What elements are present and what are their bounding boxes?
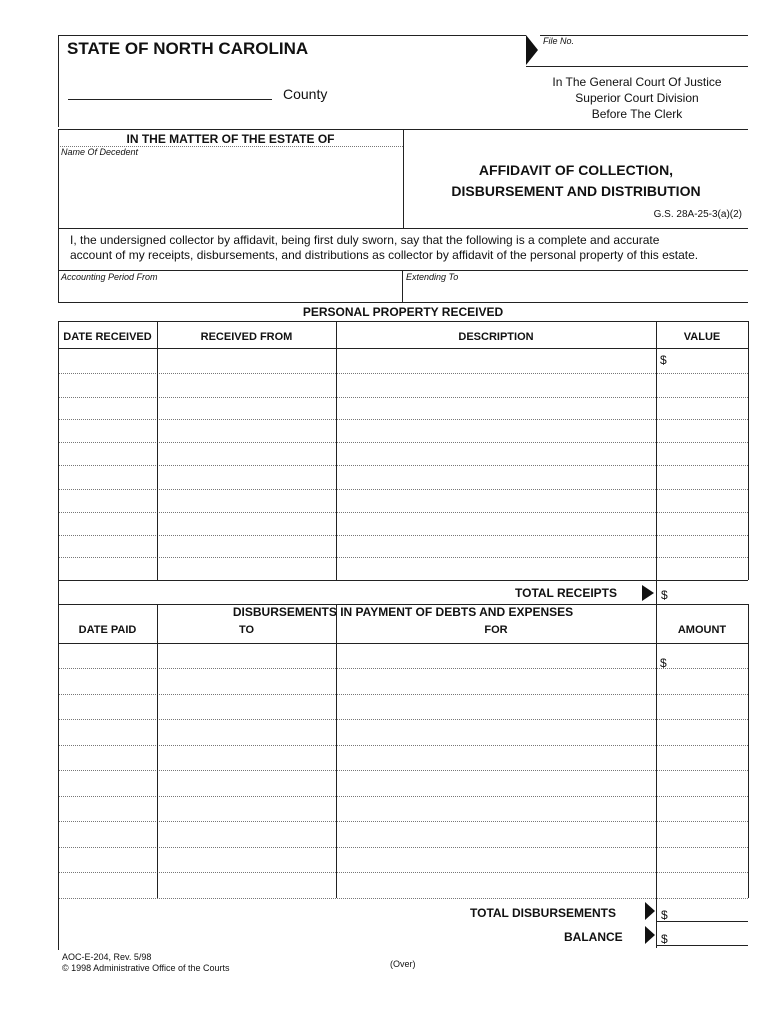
- receipts-col-line: [748, 321, 749, 580]
- receipts-cell-date[interactable]: [60, 467, 155, 487]
- form-title-line-1: AFFIDAVIT OF COLLECTION,: [478, 162, 674, 178]
- receipts-cell-date[interactable]: [60, 399, 155, 417]
- disbursements-cell-description[interactable]: [338, 849, 654, 870]
- disbursements-row-line: [58, 745, 748, 746]
- disbursements-cell-value[interactable]: [670, 670, 746, 692]
- over-note: (Over): [390, 959, 416, 969]
- disbursements-cell-party[interactable]: [159, 798, 334, 819]
- receipts-total-divider: [656, 580, 657, 604]
- court-line-1: In The General Court Of Justice: [552, 75, 722, 89]
- receipts-cell-description[interactable]: [338, 467, 654, 487]
- period-from-label: Accounting Period From: [61, 272, 158, 282]
- disbursements-cell-description[interactable]: [338, 798, 654, 819]
- period-bottom-border: [58, 302, 748, 303]
- receipts-row-line: [58, 373, 748, 374]
- receipts-cell-date[interactable]: [60, 491, 155, 510]
- receipts-cell-party[interactable]: [159, 467, 334, 487]
- period-to-input[interactable]: [406, 283, 746, 300]
- receipts-cell-value[interactable]: [670, 399, 746, 417]
- receipts-cell-value[interactable]: [670, 537, 746, 555]
- receipts-cell-party[interactable]: [159, 375, 334, 395]
- affidavit-left-border: [58, 228, 59, 302]
- form-footer: [62, 952, 230, 974]
- total-receipts-input[interactable]: [671, 584, 747, 602]
- total-disbursements-arrow-icon: [645, 902, 655, 920]
- disbursements-cell-date[interactable]: [60, 645, 155, 666]
- disbursements-cell-party[interactable]: [159, 645, 334, 666]
- receipts-cell-value[interactable]: [670, 491, 746, 510]
- disbursements-heading: DISBURSEMENTS IN PAYMENT OF DEBTS AND EXPENSES: [232, 605, 574, 619]
- state-title: STATE OF NORTH CAROLINA: [67, 39, 309, 58]
- disbursements-cell-date[interactable]: [60, 696, 155, 717]
- receipts-cell-description[interactable]: [338, 399, 654, 417]
- receipts-cell-date[interactable]: [60, 514, 155, 533]
- matter-heading: IN THE MATTER OF THE ESTATE OF: [126, 132, 335, 146]
- period-divider: [402, 270, 403, 302]
- receipts-value-currency: $: [660, 353, 667, 367]
- receipts-cell-party[interactable]: [159, 537, 334, 555]
- disbursements-total-divider: [656, 898, 657, 948]
- receipts-cell-party[interactable]: [159, 421, 334, 440]
- disbursements-amount-currency: $: [660, 656, 667, 670]
- disbursements-row-line: [58, 719, 748, 720]
- left-border-top: [58, 35, 59, 127]
- disbursements-cell-value[interactable]: [670, 874, 746, 896]
- receipts-cell-party[interactable]: [159, 444, 334, 463]
- receipts-cell-value[interactable]: [670, 444, 746, 463]
- receipts-row-line: [58, 535, 748, 536]
- receipts-cell-value[interactable]: [670, 514, 746, 533]
- disbursements-row-line: [58, 770, 748, 771]
- disbursements-cell-party[interactable]: [159, 772, 334, 794]
- disbursements-col-line: [748, 604, 749, 898]
- disbursements-col-line: [656, 604, 657, 898]
- total-receipts-arrow-icon: [642, 585, 654, 601]
- county-line: [68, 99, 272, 100]
- col-description: DESCRIPTION: [458, 331, 534, 343]
- receipts-row-line: [58, 557, 748, 558]
- disbursements-cell-date[interactable]: [60, 772, 155, 794]
- disbursements-cell-date[interactable]: [60, 874, 155, 896]
- disbursements-row-line: [58, 668, 748, 669]
- balance-currency: $: [661, 932, 668, 946]
- disbursements-cell-value[interactable]: [670, 721, 746, 743]
- receipts-cell-date[interactable]: [60, 375, 155, 395]
- matter-left-border: [58, 129, 59, 229]
- disbursements-cell-description[interactable]: [338, 874, 654, 896]
- disbursements-cell-description[interactable]: [338, 823, 654, 845]
- disbursements-cell-date[interactable]: [60, 823, 155, 845]
- receipts-row-line: [58, 419, 748, 420]
- matter-top-border: [58, 129, 403, 130]
- county-input[interactable]: [68, 82, 272, 98]
- disbursements-cell-description[interactable]: [338, 670, 654, 692]
- receipts-header-bottom: [58, 348, 748, 349]
- disbursements-cell-description[interactable]: [338, 772, 654, 794]
- receipts-row-line: [58, 465, 748, 466]
- disbursements-header-bottom: [58, 643, 748, 644]
- disbursements-col-line: [58, 604, 59, 898]
- disbursements-row-line: [58, 847, 748, 848]
- total-disbursements-input[interactable]: [671, 902, 747, 920]
- receipts-cell-description[interactable]: [338, 491, 654, 510]
- court-line-3: Before The Clerk: [591, 107, 683, 121]
- form-title: [404, 160, 748, 202]
- disbursements-cell-party[interactable]: [159, 696, 334, 717]
- receipts-col-line: [58, 321, 59, 580]
- decedent-name-input[interactable]: [62, 160, 398, 222]
- receipts-cell-date[interactable]: [60, 444, 155, 463]
- disbursements-row-line: [58, 898, 748, 899]
- title-bottom-border: [58, 228, 748, 229]
- receipts-row-line: [58, 397, 748, 398]
- receipts-cell-description[interactable]: [338, 514, 654, 533]
- receipts-cell-date[interactable]: [60, 350, 155, 371]
- disbursements-cell-value[interactable]: [670, 823, 746, 845]
- receipts-cell-value[interactable]: [670, 350, 746, 371]
- disbursements-cell-date[interactable]: [60, 747, 155, 768]
- disbursements-cell-value[interactable]: [670, 747, 746, 768]
- balance-input[interactable]: [671, 926, 747, 944]
- receipts-cell-description[interactable]: [338, 375, 654, 395]
- disbursements-cell-party[interactable]: [159, 849, 334, 870]
- disbursements-col-line: [157, 604, 158, 898]
- period-to-label: Extending To: [406, 272, 459, 282]
- file-no-arrow-icon: [526, 35, 538, 65]
- receipts-cell-description[interactable]: [338, 421, 654, 440]
- receipts-cell-party[interactable]: [159, 350, 334, 371]
- disbursements-total-left: [58, 898, 59, 950]
- affidavit-line-1: I, the undersigned collector by affidavit, being first duly sworn, say that the following is a complete and accurate: [70, 233, 660, 247]
- receipts-cell-date[interactable]: [60, 537, 155, 555]
- disbursements-cell-party[interactable]: [159, 721, 334, 743]
- court-line-2: Superior Court Division: [575, 91, 699, 105]
- top-border: [58, 35, 526, 36]
- disbursements-cell-party[interactable]: [159, 747, 334, 768]
- total-receipts-currency: $: [661, 588, 668, 602]
- copyright-notice: © 1998 Administrative Office of the Courts: [62, 963, 230, 973]
- receipts-row-line: [58, 442, 748, 443]
- disbursements-cell-party[interactable]: [159, 670, 334, 692]
- receipts-cell-description[interactable]: [338, 537, 654, 555]
- receipts-cell-party[interactable]: [159, 399, 334, 417]
- affidavit-line-2: account of my receipts, disbursements, and distributions as collector by affidavit of the personal property of this estate.: [70, 248, 699, 262]
- col-received-from: RECEIVED FROM: [200, 331, 293, 343]
- file-no-bottom-line: [526, 66, 748, 67]
- col-value: VALUE: [683, 331, 721, 343]
- receipts-col-line: [336, 321, 337, 580]
- period-top-border: [58, 270, 748, 271]
- disbursements-cell-party[interactable]: [159, 823, 334, 845]
- receipts-row-line: [58, 489, 748, 490]
- receipts-col-line: [656, 321, 657, 580]
- receipts-cell-value[interactable]: [670, 559, 746, 578]
- total-disbursements-line: [656, 921, 748, 922]
- period-from-input[interactable]: [62, 283, 398, 300]
- balance-label: BALANCE: [564, 930, 623, 944]
- receipts-total-left: [58, 580, 59, 604]
- disbursements-cell-description[interactable]: [338, 696, 654, 717]
- receipts-cell-value[interactable]: [670, 375, 746, 395]
- total-disbursements-currency: $: [661, 908, 668, 922]
- disbursements-cell-value[interactable]: [670, 645, 746, 666]
- disbursements-cell-description[interactable]: [338, 747, 654, 768]
- disbursements-cell-value[interactable]: [670, 849, 746, 870]
- receipts-col-line: [157, 321, 158, 580]
- balance-arrow-icon: [645, 926, 655, 944]
- file-no-input[interactable]: [580, 42, 746, 62]
- total-disbursements-label: TOTAL DISBURSEMENTS: [470, 906, 617, 920]
- receipts-cell-value[interactable]: [670, 467, 746, 487]
- receipts-cell-date[interactable]: [60, 559, 155, 578]
- receipts-cell-value[interactable]: [670, 421, 746, 440]
- matter-top-border-right: [403, 129, 748, 130]
- receipts-row-line: [58, 512, 748, 513]
- total-receipts-label: TOTAL RECEIPTS: [515, 586, 618, 600]
- disbursements-cell-description[interactable]: [338, 645, 654, 666]
- disbursements-cell-value[interactable]: [670, 798, 746, 819]
- form-title-line-2: DISBURSEMENT AND DISTRIBUTION: [451, 183, 701, 199]
- county-label: County: [283, 86, 328, 102]
- disbursements-cell-date[interactable]: [60, 849, 155, 870]
- disbursements-cell-date[interactable]: [60, 798, 155, 819]
- form-number: AOC-E-204, Rev. 5/98: [62, 952, 152, 962]
- disbursements-cell-date[interactable]: [60, 721, 155, 743]
- receipts-heading: PERSONAL PROPERTY RECEIVED: [302, 305, 504, 319]
- disbursements-row-line: [58, 872, 748, 873]
- decedent-name-label: Name Of Decedent: [61, 147, 139, 157]
- disbursements-row-line: [58, 821, 748, 822]
- col-date-paid: DATE PAID: [78, 624, 137, 636]
- receipts-cell-party[interactable]: [159, 559, 334, 578]
- disbursements-row-line: [58, 796, 748, 797]
- balance-line: [656, 945, 748, 946]
- disbursements-col-line: [336, 604, 337, 898]
- receipts-cell-description[interactable]: [338, 444, 654, 463]
- col-amount: AMOUNT: [677, 624, 727, 636]
- receipts-row-line: [58, 580, 748, 581]
- col-for: FOR: [484, 624, 508, 636]
- disbursements-row-line: [58, 694, 748, 695]
- col-to: TO: [238, 624, 255, 636]
- file-no-label: File No.: [543, 36, 575, 46]
- col-date-received: DATE RECEIVED: [63, 331, 152, 343]
- receipts-header-top: [58, 321, 748, 322]
- disbursements-cell-description[interactable]: [338, 721, 654, 743]
- disbursements-cell-value[interactable]: [670, 772, 746, 794]
- disbursements-cell-value[interactable]: [670, 696, 746, 717]
- court-block: [527, 74, 747, 122]
- disbursements-cell-party[interactable]: [159, 874, 334, 896]
- receipts-cell-party[interactable]: [159, 514, 334, 533]
- receipts-cell-description[interactable]: [338, 559, 654, 578]
- receipts-cell-date[interactable]: [60, 421, 155, 440]
- receipts-cell-party[interactable]: [159, 491, 334, 510]
- receipts-cell-description[interactable]: [338, 350, 654, 371]
- affidavit-statement: [70, 233, 740, 263]
- disbursements-cell-date[interactable]: [60, 670, 155, 692]
- statute-ref: G.S. 28A-25-3(a)(2): [653, 209, 742, 220]
